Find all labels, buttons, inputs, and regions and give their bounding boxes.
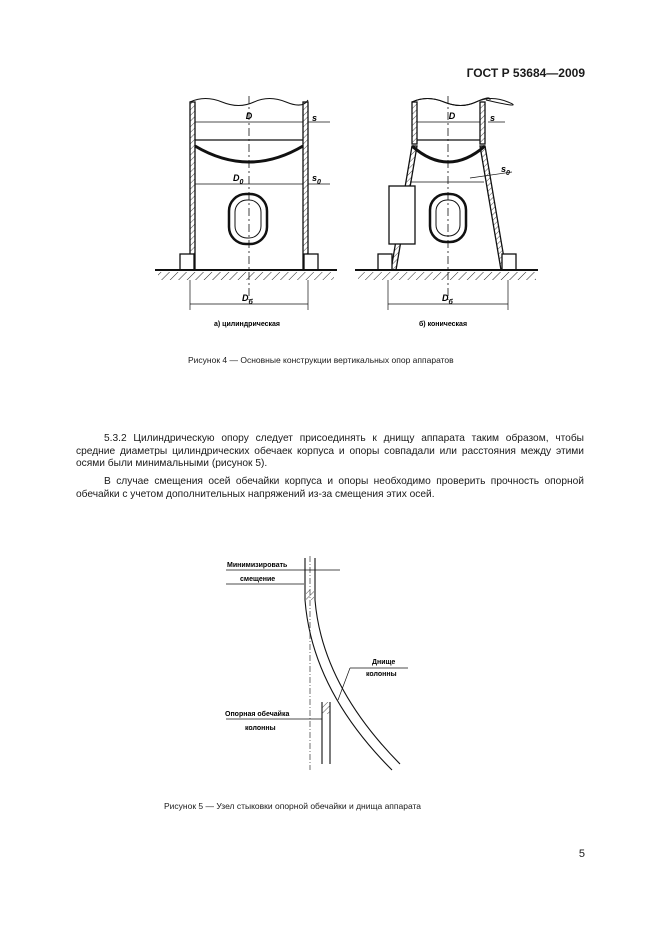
fig4b-wall-s-label: s — [490, 113, 496, 123]
fig5-shell-label-line2: колонны — [245, 725, 276, 732]
fig4a-D0-label: $D_0$ — [233, 173, 244, 186]
fig4b-sublabel: б) коническая — [418, 321, 468, 328]
fig5-shell-label-line1: Опорная обечайка — [225, 711, 290, 718]
fig5-minimize-label-line1: Минимизировать — [227, 562, 288, 569]
fig4a-s0-label: $s_0$ — [312, 173, 321, 186]
figure-4-caption: Рисунок 4 — Основные конструкции вертикальных опор аппаратов — [188, 355, 454, 365]
fig4a-Db-label: $D_б$ — [242, 293, 253, 306]
fig5-bottom-label-line2: колонны — [366, 671, 397, 678]
figure-4-drawing — [0, 0, 661, 340]
section-5-3-2-paragraph: 5.3.2 Цилиндрическую опору следует присоединять к днищу аппарата таким образом, чтобы средние диаметры цилиндрических обечаек корпуса и опоры совпадали или расстояния между этими осями были минимальными (рисунок 5). — [76, 433, 584, 470]
figure-5-caption: Рисунок 5 — Узел стыковки опорной обечайки и днища аппарата — [164, 801, 422, 811]
fig4a-wall-s-label: s — [312, 113, 318, 123]
fig4a-sublabel: а) цилиндрическая — [213, 321, 281, 328]
document-code-header: ГОСТ Р 53684—2009 — [466, 66, 585, 80]
cylindrical-support-drawing — [155, 96, 337, 310]
figure-5-drawing — [0, 540, 661, 810]
fig4a-diameter-D-label: D — [245, 111, 253, 121]
page-number: 5 — [578, 848, 585, 860]
fig4b-s0-label: $s_0$ — [501, 164, 510, 177]
section-offset-paragraph: В случае смещения осей обечайки корпуса и опоры необходимо проверить прочность опорной обечайки с учетом дополнительных напряжений из-за смещения этих осей. — [76, 476, 584, 500]
fig5-bottom-label-line1: Днище — [372, 659, 396, 666]
conical-support-drawing — [355, 96, 538, 310]
fig4b-diameter-D-label: D — [448, 111, 456, 121]
fig4b-Db-label: $D_б$ — [442, 293, 453, 306]
fig5-minimize-label-line2: смещение — [240, 576, 276, 583]
